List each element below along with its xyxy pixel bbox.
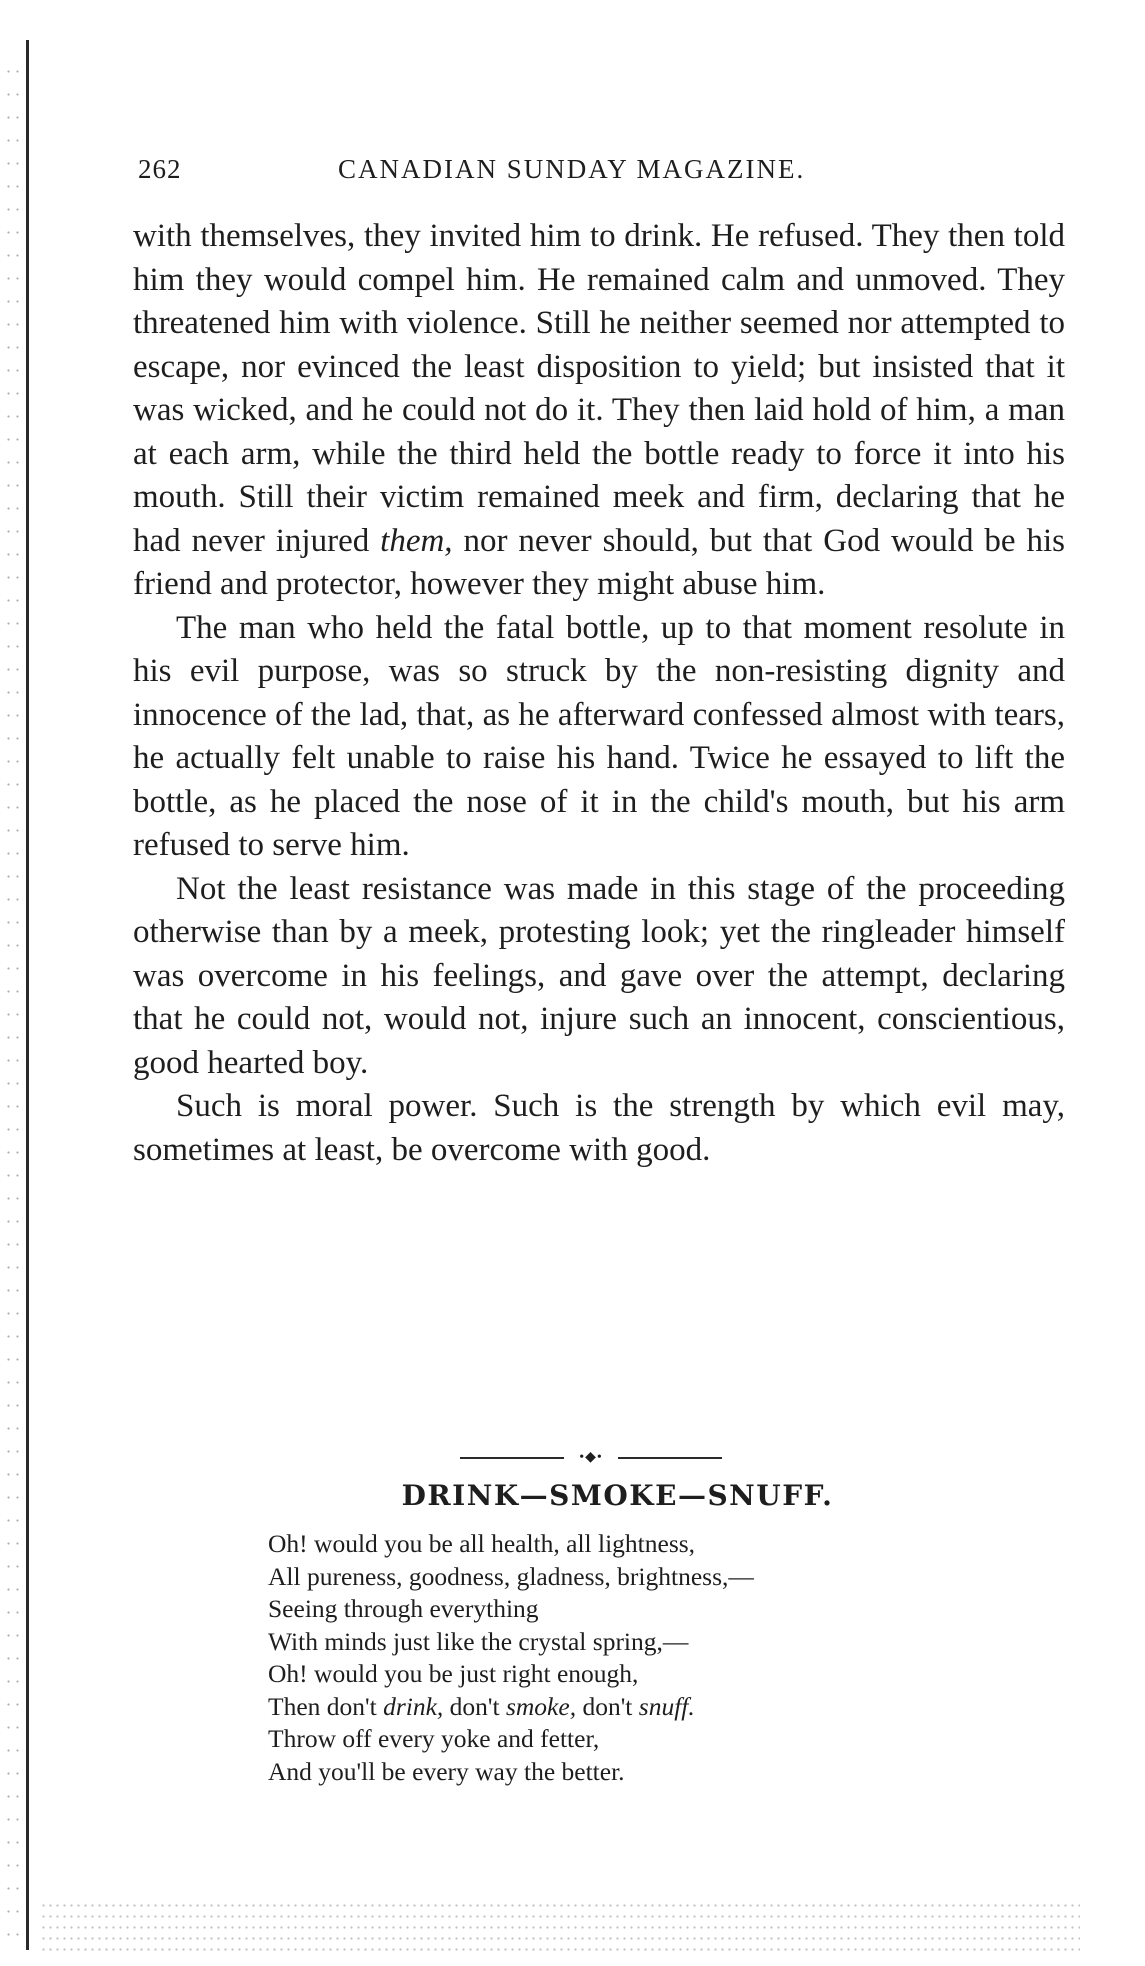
- page-number: 262: [138, 154, 182, 184]
- poem-line: Seeing through everything: [268, 1594, 539, 1623]
- poem-line-6-part: don't: [576, 1691, 639, 1721]
- poem-line-6: [268, 1691, 1068, 1724]
- poem-line: Throw off every yoke and fetter,: [268, 1724, 600, 1753]
- poem-line-6-part: Then don't: [268, 1691, 384, 1721]
- poem-emphasis-smoke: smoke,: [505, 1691, 577, 1721]
- paragraph-1-emphasis: them,: [380, 522, 453, 559]
- paragraph-1-text-a: with themselves, they invited him to drink. He refused. They then told him they would compel him. He remained calm and unmoved. They threatened him with violence. Still he neither seemed nor attempted to escape, nor evinced the least disposition to yield; but insisted that it was wicked, and he could not do it. They then laid hold of him, a man at each arm, while the third held the bottle ready to force it into his mouth. Still their victim remained meek and firm, declaring that he had never injured: [133, 218, 1065, 559]
- bottom-specks: [40, 1900, 1080, 1955]
- poem-emphasis-snuff: snuff.: [638, 1691, 695, 1721]
- article-body: [133, 215, 1065, 1172]
- poem-line-6-part: don't: [443, 1691, 506, 1721]
- poem-emphasis-drink: drink,: [383, 1691, 444, 1721]
- paragraph-3: Not the least resistance was made in this stage of the proceeding otherwise than by a meek, protesting look; yet the ringleader himself was overcome in his feelings, and gave over the attempt, declaring that he could not, would not, injure such an innocent, conscientious, good hearted boy.: [133, 870, 1065, 1081]
- poem-line: With minds just like the crystal spring,—: [268, 1626, 689, 1656]
- paragraph-2: The man who held the fatal bottle, up to that moment resolute in his evil purpose, was so struck by the non-resisting dignity and innocence of the lad, that, as he afterward confessed almost with tears, he actually felt unable to raise his hand. Twice he essayed to lift the bottle, as he placed the nose of it in the child's mouth, but his arm refused to serve him.: [133, 609, 1065, 863]
- poem-title: DRINK—SMOKE—SNUFF.: [401, 1479, 834, 1512]
- poem-line: And you'll be every way the better.: [268, 1756, 625, 1786]
- poem-line: Oh! would you be just right enough,: [268, 1659, 639, 1688]
- paragraph-1: [133, 215, 1065, 607]
- poem-line: All pureness, goodness, gladness, brightness,—: [268, 1561, 754, 1591]
- margin-specks: [4, 60, 22, 1940]
- page-header: [138, 150, 1078, 194]
- running-title: CANADIAN SUNDAY MAGAZINE.: [338, 154, 806, 184]
- poem-line: Oh! would you be all health, all lightness,: [268, 1529, 696, 1558]
- divider-ornament: •◆•: [564, 1452, 618, 1464]
- binding-edge-rule: [26, 40, 29, 1950]
- paragraph-1-text-b: nor never should, but that God would be his friend and protector, however they might abuse him.: [133, 522, 1065, 602]
- poem: [268, 1528, 1068, 1788]
- paragraph-4: Such is moral power. Such is the strength by which evil may, sometimes at least, be overcome with good.: [133, 1088, 1065, 1168]
- section-divider: [460, 1452, 722, 1464]
